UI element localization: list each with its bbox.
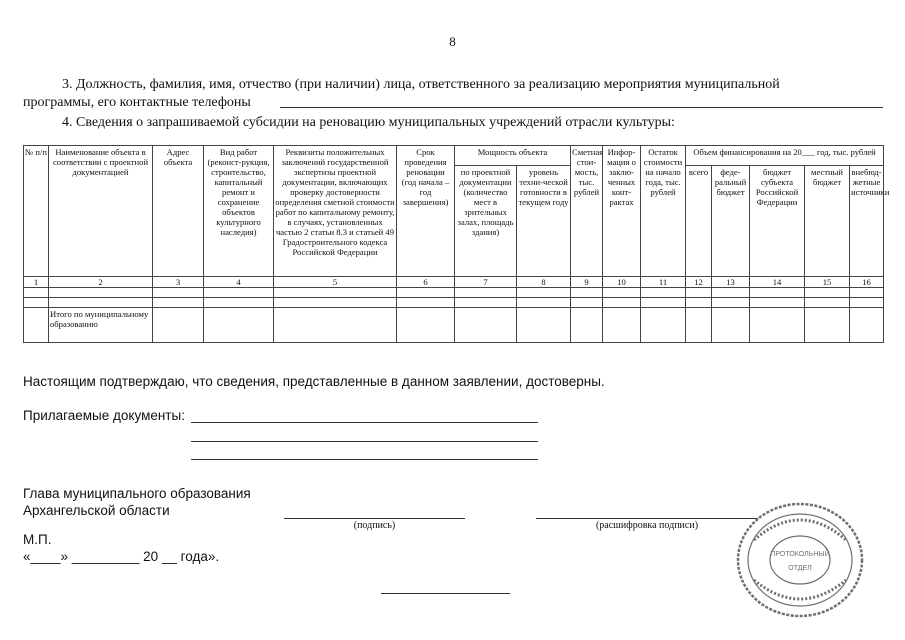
header-financing-group: Объем финансирования на 20___ год, тыс. рублей [686, 146, 884, 166]
attached-docs-line [191, 422, 538, 423]
signature-caption: (подпись) [353, 520, 396, 531]
protocol-department-stamp [734, 500, 866, 620]
column-number: 5 [274, 277, 397, 288]
header-address: Адрес объекта [153, 146, 204, 277]
column-number: 16 [850, 277, 884, 288]
seal-place-label: М.П. [23, 532, 52, 547]
attached-docs-label: Прилагаемые документы: [23, 408, 185, 423]
header-work-type: Вид работ (реконст-рукция, строительство, капитальный ремонт и сохранение объектов культурного наследия) [204, 146, 274, 277]
header-num: № п/п [24, 146, 49, 277]
item-4-text: 4. Сведения о запрашиваемой субсидии на реновацию муниципальных учреждений отрасли культуры: [62, 115, 675, 130]
page-number: 8 [449, 34, 456, 49]
header-expertise: Реквизиты положительных заключений государственной экспертизы проектной документации, включающих проверку достоверности определения сметной стоимости работ по капитальному ремонту, в случаях, установленных частью 2 статьи 8.3 и статьей 49 Градостроительного кодекса Российской Федерации [274, 146, 397, 277]
header-federal: феде-ральный бюджет [712, 165, 750, 276]
header-extrabudget: внебюд-жетные источники [850, 165, 884, 276]
table-row [24, 288, 884, 298]
column-number: 14 [750, 277, 805, 288]
header-readiness: уровень техни-ческой готовности в текущем году [517, 165, 571, 276]
stamp-icon [734, 500, 866, 620]
header-power-group: Мощность объекта [455, 146, 571, 166]
column-number: 4 [204, 277, 274, 288]
item-3-cont-label: программы, его контактные телефоны [23, 95, 251, 110]
column-number: 6 [397, 277, 455, 288]
header-balance: Остаток стоимости на начало года, тыс. рублей [641, 146, 686, 277]
column-number: 13 [712, 277, 750, 288]
header-contracts: Инфор-мация о заклю-ченных конт-рактах [603, 146, 641, 277]
header-local: местный бюджет [805, 165, 850, 276]
date-line: «____» _________ 20 __ года». [23, 549, 220, 564]
item-3-continued [23, 94, 251, 112]
column-number: 1 [24, 277, 49, 288]
header-total: всего [686, 165, 712, 276]
decode-line [536, 518, 758, 519]
header-term: Срок проведения реновации (год начала – год завершения) [397, 146, 455, 277]
column-number: 3 [153, 277, 204, 288]
attached-docs-line [191, 441, 538, 442]
total-row [24, 308, 884, 343]
head-title-line1: Глава муниципального образования [23, 486, 251, 501]
column-number: 2 [49, 277, 153, 288]
header-object-name: Наименование объекта в соответствии с проектной документацией [49, 146, 153, 277]
signature-line [284, 518, 465, 519]
table-row [24, 298, 884, 308]
column-number: 9 [571, 277, 603, 288]
bottom-rule [381, 593, 510, 594]
confirmation-text: Настоящим подтверждаю, что сведения, представленные в данном заявлении, достоверны. [23, 374, 605, 389]
decode-caption: (расшифровка подписи) [595, 520, 699, 531]
header-project-capacity: по проектной документации (количество мест в зрительных залах, площадь здания) [455, 165, 517, 276]
item-3-text: 3. Должность, фамилия, имя, отчество (при наличии) лица, ответственного за реализацию мероприятия муниципальной [62, 77, 780, 92]
column-number: 10 [603, 277, 641, 288]
contact-phone-line [280, 107, 883, 108]
subsidy-table [23, 145, 890, 343]
column-number: 8 [517, 277, 571, 288]
column-number: 7 [455, 277, 517, 288]
attached-docs-line [191, 459, 538, 460]
column-number: 11 [641, 277, 686, 288]
column-number: 12 [686, 277, 712, 288]
head-title-line2: Архангельской области [23, 503, 170, 518]
svg-text:ОТДЕЛ: ОТДЕЛ [788, 565, 812, 572]
total-label: Итого по муниципальному образованию [49, 308, 153, 343]
header-regional: бюджет субъекта Российской Федерации [750, 165, 805, 276]
column-number: 15 [805, 277, 850, 288]
header-estimate: Сметная стои-мость, тыс. рублей [571, 146, 603, 277]
svg-text:ПРОТОКОЛЬНЫЙ: ПРОТОКОЛЬНЫЙ [770, 551, 830, 558]
